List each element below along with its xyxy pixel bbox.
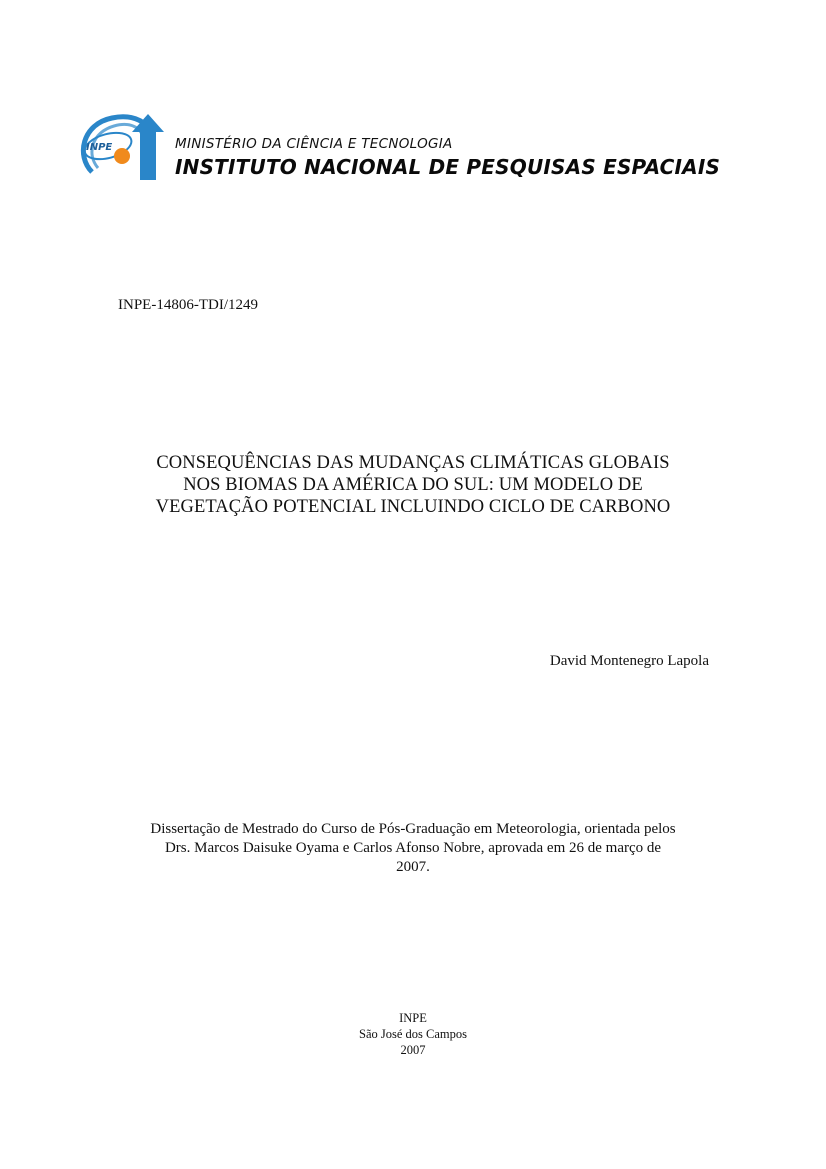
imprint bbox=[263, 1010, 563, 1058]
title-line: CONSEQUÊNCIAS DAS MUDANÇAS CLIMÁTICAS GLOBAIS bbox=[156, 453, 670, 473]
title-line: NOS BIOMAS DA AMÉRICA DO SUL: UM MODELO DE bbox=[183, 475, 643, 495]
imprint-year: 2007 bbox=[400, 1043, 426, 1057]
dissertation-statement bbox=[100, 820, 726, 877]
dissertation-line: 2007. bbox=[396, 859, 430, 875]
logo-text: INPE bbox=[86, 142, 113, 153]
dissertation-line: Dissertação de Mestrado do Curso de Pós-Graduação em Meteorologia, orientada pelos bbox=[150, 821, 676, 837]
imprint-city: São José dos Campos bbox=[359, 1027, 467, 1041]
title-line: VEGETAÇÃO POTENCIAL INCLUINDO CICLO DE CARBONO bbox=[155, 497, 671, 517]
imprint-institution: INPE bbox=[399, 1011, 427, 1025]
dissertation-line: Drs. Marcos Daisuke Oyama e Carlos Afonso Nobre, aprovada em 26 de março de bbox=[164, 840, 662, 856]
institution-header bbox=[78, 110, 721, 186]
thesis-title bbox=[100, 452, 726, 518]
author-name: David Montenegro Lapola bbox=[549, 653, 709, 669]
inpe-logo bbox=[78, 110, 170, 186]
ministry-name: MINISTÉRIO DA CIÊNCIA E TECNOLOGIA bbox=[175, 136, 453, 152]
report-number: INPE-14806-TDI/1249 bbox=[118, 297, 258, 313]
institute-name: INSTITUTO NACIONAL DE PESQUISAS ESPACIAIS bbox=[175, 155, 721, 179]
